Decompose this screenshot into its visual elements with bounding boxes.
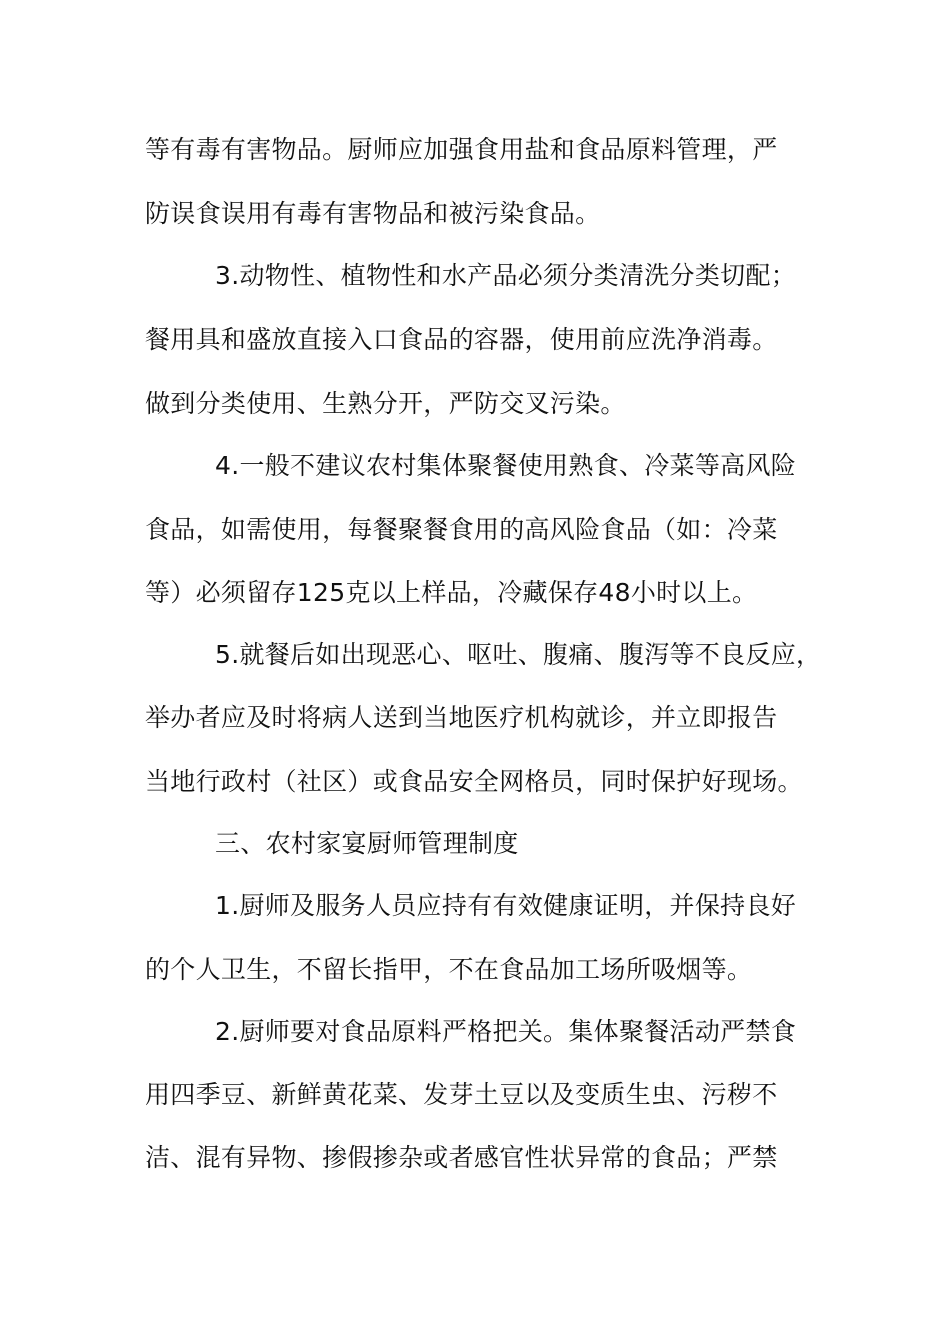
- text-line-16: 用四季豆、新鲜黄花菜、发芽土豆以及变质生虫、污秽不: [145, 1080, 778, 1109]
- text-line-10: 举办者应及时将病人送到当地医疗机构就诊，并立即报告: [145, 703, 778, 732]
- text-line-17: 洁、混有异物、掺假掺杂或者感官性状异常的食品；严禁: [145, 1143, 778, 1172]
- text-line-1: 等有毒有害物品。厨师应加强食用盐和食品原料管理，严: [145, 135, 778, 164]
- paragraph-1-start: 1.厨师及服务人员应持有有效健康证明，并保持良好: [215, 891, 797, 920]
- text-line-14: 的个人卫生，不留长指甲，不在食品加工场所吸烟等。: [145, 955, 753, 984]
- paragraph-3-start: 3.动物性、植物性和水产品必须分类清洗分类切配；: [215, 261, 797, 290]
- text-line-5: 做到分类使用、生熟分开，严防交叉污染。: [145, 389, 626, 418]
- paragraph-2-start: 2.厨师要对食品原料严格把关。集体聚餐活动严禁食: [215, 1017, 797, 1046]
- text-line-2: 防误食误用有毒有害物品和被污染食品。: [145, 199, 601, 228]
- section-heading: 三、农村家宴厨师管理制度: [215, 829, 519, 858]
- paragraph-5-start: 5.就餐后如出现恶心、呕吐、腹痛、腹泻等不良反应，: [215, 640, 822, 669]
- text-line-7: 食品，如需使用，每餐聚餐食用的高风险食品（如：冷菜: [145, 515, 778, 544]
- paragraph-4-start: 4.一般不建议农村集体聚餐使用熟食、冷菜等高风险: [215, 451, 797, 480]
- text-line-8: 等）必须留存125克以上样品，冷藏保存48小时以上。: [145, 578, 758, 607]
- text-line-4: 餐用具和盛放直接入口食品的容器，使用前应洗净消毒。: [145, 325, 778, 354]
- text-line-11: 当地行政村（社区）或食品安全网格员，同时保护好现场。: [145, 767, 803, 796]
